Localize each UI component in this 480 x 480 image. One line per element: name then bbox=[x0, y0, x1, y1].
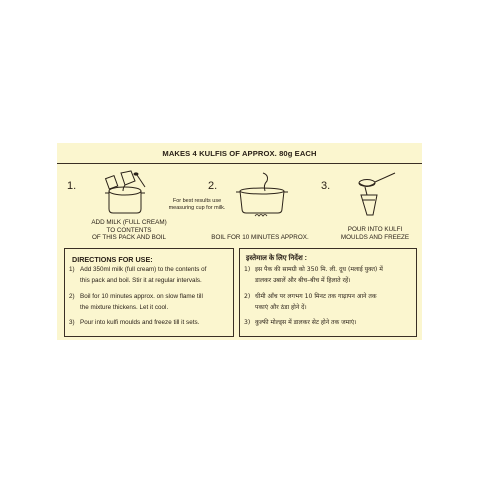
boiling-pot-icon bbox=[233, 169, 291, 217]
directions-english-title: DIRECTIONS FOR USE: bbox=[72, 255, 153, 264]
instructions-panel bbox=[57, 143, 422, 340]
direction-hi-2-num: 2) bbox=[244, 293, 251, 300]
step-1-caption-line: OF THIS PACK AND BOIL bbox=[92, 234, 166, 242]
step-3-caption bbox=[319, 226, 431, 241]
directions-english-box bbox=[64, 248, 234, 337]
kulfi-mould-icon bbox=[355, 167, 401, 217]
step-1-caption bbox=[69, 219, 189, 242]
step-3-number: 3. bbox=[321, 180, 331, 192]
direction-en-2 bbox=[80, 292, 232, 314]
step-2-number: 2. bbox=[208, 180, 218, 192]
direction-en-3-num: 3) bbox=[69, 319, 75, 326]
step-1-caption-line: ADD MILK (FULL CREAM) bbox=[91, 219, 167, 226]
direction-en-1 bbox=[80, 265, 232, 287]
direction-en-line: this pack and boil. Stir it at regular intervals. bbox=[80, 276, 202, 284]
step-3-caption-line: MOULDS AND FREEZE bbox=[340, 233, 410, 241]
directions-hindi-title: इस्तेमाल के लिए निर्देश : bbox=[246, 255, 307, 262]
step-2-note-line: measuring cup for milk. bbox=[168, 204, 226, 211]
direction-hi-1 bbox=[255, 265, 415, 287]
yield-title: MAKES 4 KULFIS OF APPROX. 80g EACH bbox=[162, 149, 317, 158]
direction-hi-1-num: 1) bbox=[244, 266, 251, 273]
direction-en-line: the mixture thickens. Let it cool. bbox=[80, 303, 169, 311]
direction-en-line: Pour into kulfi moulds and freeze till it sets. bbox=[80, 319, 200, 326]
step-2-caption-line: BOIL FOR 10 MINUTES APPROX. bbox=[211, 234, 309, 241]
direction-en-3 bbox=[80, 318, 232, 329]
step-1-caption-line: TO CONTENTS bbox=[106, 226, 152, 234]
direction-hi-line: डालकर उबालें और बीच–बीच में हिलाते रहें। bbox=[255, 276, 351, 284]
direction-en-line: Boil for 10 minutes approx. on slow flame till bbox=[80, 293, 203, 300]
step-3-caption-line: POUR INTO KULFI bbox=[347, 226, 403, 233]
step-2-note-line: For best results use bbox=[172, 198, 222, 204]
direction-hi-line: इस पैक की सामग्री को 350 मि. ली. दूध (मलाई युक्त) में bbox=[255, 266, 383, 273]
direction-en-2-num: 2) bbox=[69, 293, 75, 300]
direction-hi-3 bbox=[255, 318, 415, 329]
direction-en-1-num: 1) bbox=[69, 266, 75, 273]
direction-hi-line: कुल्फी मोल्ड्स में डालकर सेट होने तक जमाएं। bbox=[255, 319, 357, 326]
direction-en-line: Add 350ml milk (full cream) to the contents of bbox=[80, 266, 207, 273]
direction-hi-2 bbox=[255, 292, 415, 314]
direction-hi-3-num: 3) bbox=[244, 319, 251, 326]
direction-hi-line: धीमी आँच पर लगभग 10 मिनट तक गाढ़ापन आने तक bbox=[255, 293, 377, 300]
milk-pour-icon bbox=[99, 169, 151, 215]
directions-hindi-box bbox=[239, 248, 417, 337]
direction-hi-line: पकाएं और ठंडा होने दें। bbox=[255, 303, 307, 311]
step-2-caption bbox=[197, 234, 323, 242]
step-1-number: 1. bbox=[67, 180, 77, 192]
yield-header bbox=[57, 143, 422, 164]
step-2-note bbox=[157, 198, 237, 211]
